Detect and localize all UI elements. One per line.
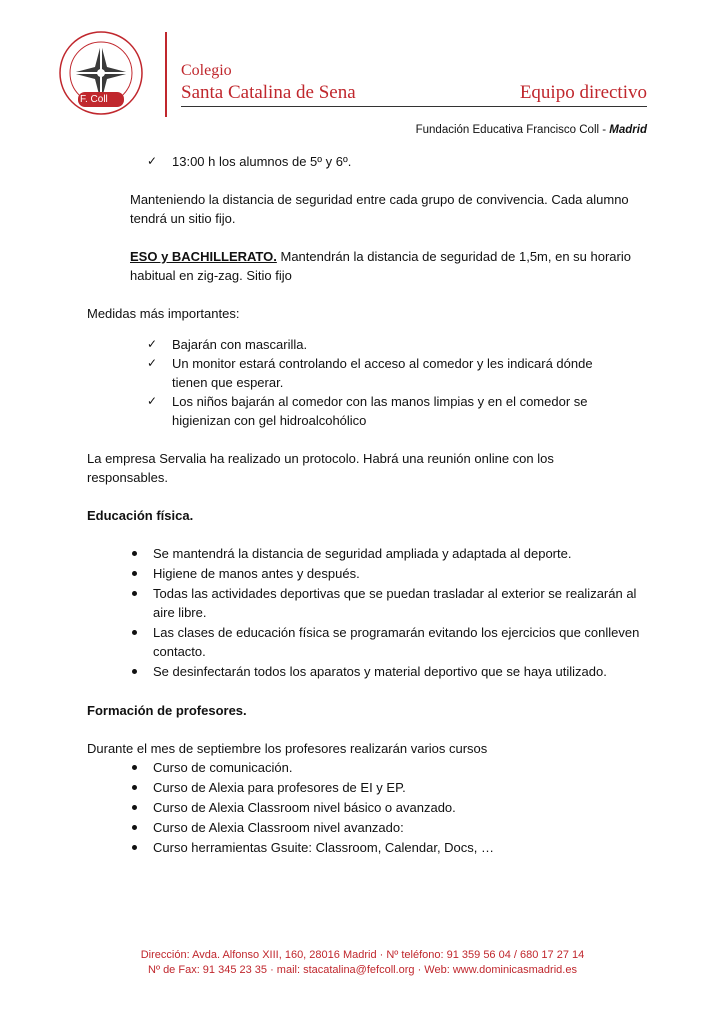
- bullet-icon: [132, 825, 137, 830]
- list-item: ✓ Los niños bajarán al comedor con las manos limpias y en el comedor se higienizan con gel hidroalcohólico: [147, 394, 588, 428]
- bullet-icon: [132, 845, 137, 850]
- measures-label: Medidas más importantes:: [87, 306, 240, 321]
- list-item: Higiene de manos antes y después.: [132, 564, 647, 583]
- list-item: Se mantendrá la distancia de seguridad ampliada y adaptada al deporte.: [132, 544, 647, 563]
- bullet-icon: [132, 669, 137, 674]
- pe-heading: Educación física.: [87, 508, 194, 523]
- list-item: Se desinfectarán todos los aparatos y material deportivo que se haya utilizado.: [132, 662, 647, 681]
- bullet-icon: [132, 805, 137, 810]
- foundation-name: Fundación Educativa Francisco Coll -: [415, 124, 607, 136]
- page-footer: [0, 948, 725, 978]
- footer-address: Dirección: Avda. Alfonso XIII, 160, 28016 Madrid · Nº teléfono: 91 359 56 04 / 680 17 27 14: [140, 949, 585, 961]
- check-icon: ✓: [147, 154, 158, 168]
- team-name: Equipo directivo: [519, 82, 647, 103]
- school-label: Colegio: [181, 62, 232, 79]
- courses-list: [87, 758, 647, 857]
- paragraph-eso: ESO y BACHILLERATO. Mantendrán la distancia de seguridad de 1,5m, en su horario habitual en zig-zag. Sitio fijo: [130, 249, 631, 283]
- eso-label: ESO y BACHILLERATO.: [130, 249, 277, 264]
- list-item: Curso herramientas Gsuite: Classroom, Calendar, Docs, …: [132, 838, 647, 857]
- header-underline: [181, 106, 647, 107]
- foundation-line: [416, 124, 647, 136]
- training-intro: Durante el mes de septiembre los profesores realizarán varios cursos: [87, 741, 488, 756]
- list-item: ✓ Un monitor estará controlando el acceso al comedor y les indicará dónde tienen que esperar.: [147, 356, 593, 390]
- schedule-list: [87, 152, 647, 171]
- school-name: Santa Catalina de Sena: [181, 82, 356, 103]
- bullet-icon: [132, 785, 137, 790]
- bullet-icon: [132, 630, 137, 635]
- header-divider: [165, 32, 167, 117]
- bullet-icon: [132, 765, 137, 770]
- logo-text-bottom: F. Coll: [80, 94, 108, 105]
- list-item: Curso de comunicación.: [132, 758, 647, 777]
- list-item: ✓ Bajarán con mascarilla.: [147, 337, 308, 352]
- footer-contact: Nº de Fax: 91 345 23 35 · mail: stacatalina@fefcoll.org · Web: www.dominicasmadrid.es: [148, 964, 577, 976]
- list-item: Curso de Alexia Classroom nivel avanzado:: [132, 818, 647, 837]
- list-item: Las clases de educación física se programarán evitando los ejercicios que conlleven contacto.: [132, 623, 647, 661]
- list-item: ✓ 13:00 h los alumnos de 5º y 6º.: [147, 154, 352, 169]
- training-heading: Formación de profesores.: [87, 703, 247, 718]
- paragraph-distance: Manteniendo la distancia de seguridad entre cada grupo de convivencia. Cada alumno tendrá un sitio fijo.: [130, 192, 629, 226]
- paragraph-servalia: La empresa Servalia ha realizado un protocolo. Habrá una reunión online con los responsables.: [87, 451, 554, 485]
- document-body: [87, 152, 647, 858]
- check-icon: ✓: [147, 394, 158, 408]
- bullet-icon: [132, 551, 137, 556]
- foundation-city: Madrid: [609, 124, 647, 136]
- bullet-icon: [132, 591, 137, 596]
- pe-list: [87, 544, 647, 681]
- list-item: Curso de Alexia para profesores de EI y EP.: [132, 778, 647, 797]
- check-icon: ✓: [147, 356, 158, 370]
- list-item: Curso de Alexia Classroom nivel básico o avanzado.: [132, 798, 647, 817]
- bullet-icon: [132, 571, 137, 576]
- check-icon: ✓: [147, 337, 158, 351]
- list-item: Todas las actividades deportivas que se puedan trasladar al exterior se realizarán al aire libre.: [132, 584, 647, 622]
- measures-list: [87, 335, 647, 430]
